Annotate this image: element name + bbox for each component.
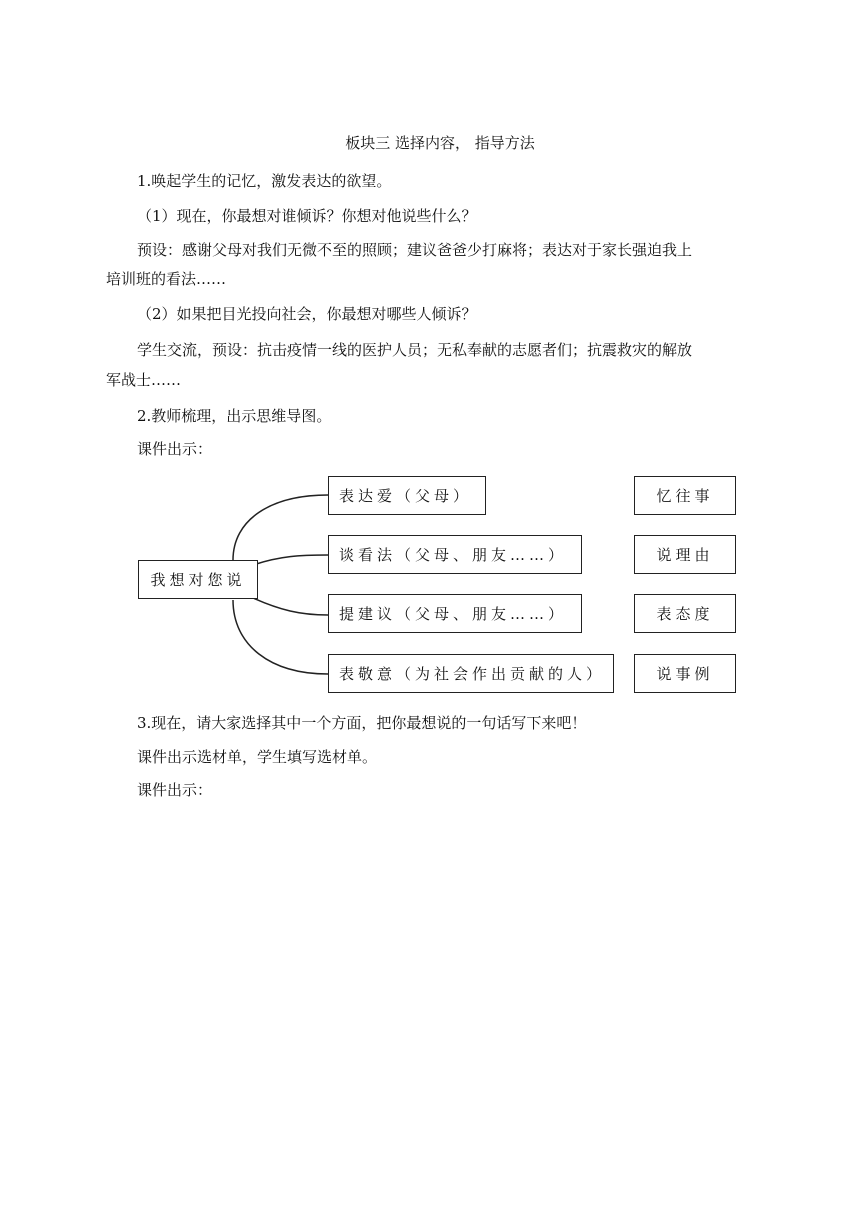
- preset-1-line-2: 培训班的看法……: [106, 270, 227, 288]
- mindmap-root: 我想对您说: [138, 560, 258, 599]
- step-3: 3.现在，请大家选择其中一个方面，把你最想说的一句话写下来吧！: [137, 714, 587, 732]
- courseware-label-1: 课件出示：: [137, 440, 213, 458]
- method-give-reasons: 说理由: [634, 535, 736, 574]
- section-heading: 板块三 选择内容， 指导方法: [345, 134, 535, 152]
- mindmap-branch-share-views: 谈看法（父母、朋友……）: [328, 535, 582, 574]
- preset-1-line-1: 预设：感谢父母对我们无微不至的照顾；建议爸爸少打麻将；表达对于家长强迫我上: [137, 241, 693, 259]
- question-1: （1）现在，你最想对谁倾诉？你想对他说些什么？: [137, 207, 477, 225]
- method-give-examples: 说事例: [634, 654, 736, 693]
- worksheet-instruction: 课件出示选材单，学生填写选材单。: [137, 748, 378, 766]
- step-1: 1.唤起学生的记忆，激发表达的欲望。: [137, 172, 392, 190]
- method-recall-events: 忆往事: [634, 476, 736, 515]
- mindmap-branch-respect: 表敬意（为社会作出贡献的人）: [328, 654, 614, 693]
- courseware-label-2: 课件出示：: [137, 781, 213, 799]
- exchange-line-2: 军战士……: [106, 371, 182, 389]
- question-2: （2）如果把目光投向社会，你最想对哪些人倾诉？: [137, 305, 477, 323]
- mindmap-branch-suggestions: 提建议（父母、朋友……）: [328, 594, 582, 633]
- method-state-attitude: 表态度: [634, 594, 736, 633]
- step-2: 2.教师梳理，出示思维导图。: [137, 407, 332, 425]
- mindmap-branch-express-love: 表达爱（父母）: [328, 476, 486, 515]
- exchange-line-1: 学生交流，预设：抗击疫情一线的医护人员；无私奉献的志愿者们；抗震救灾的解放: [137, 341, 693, 359]
